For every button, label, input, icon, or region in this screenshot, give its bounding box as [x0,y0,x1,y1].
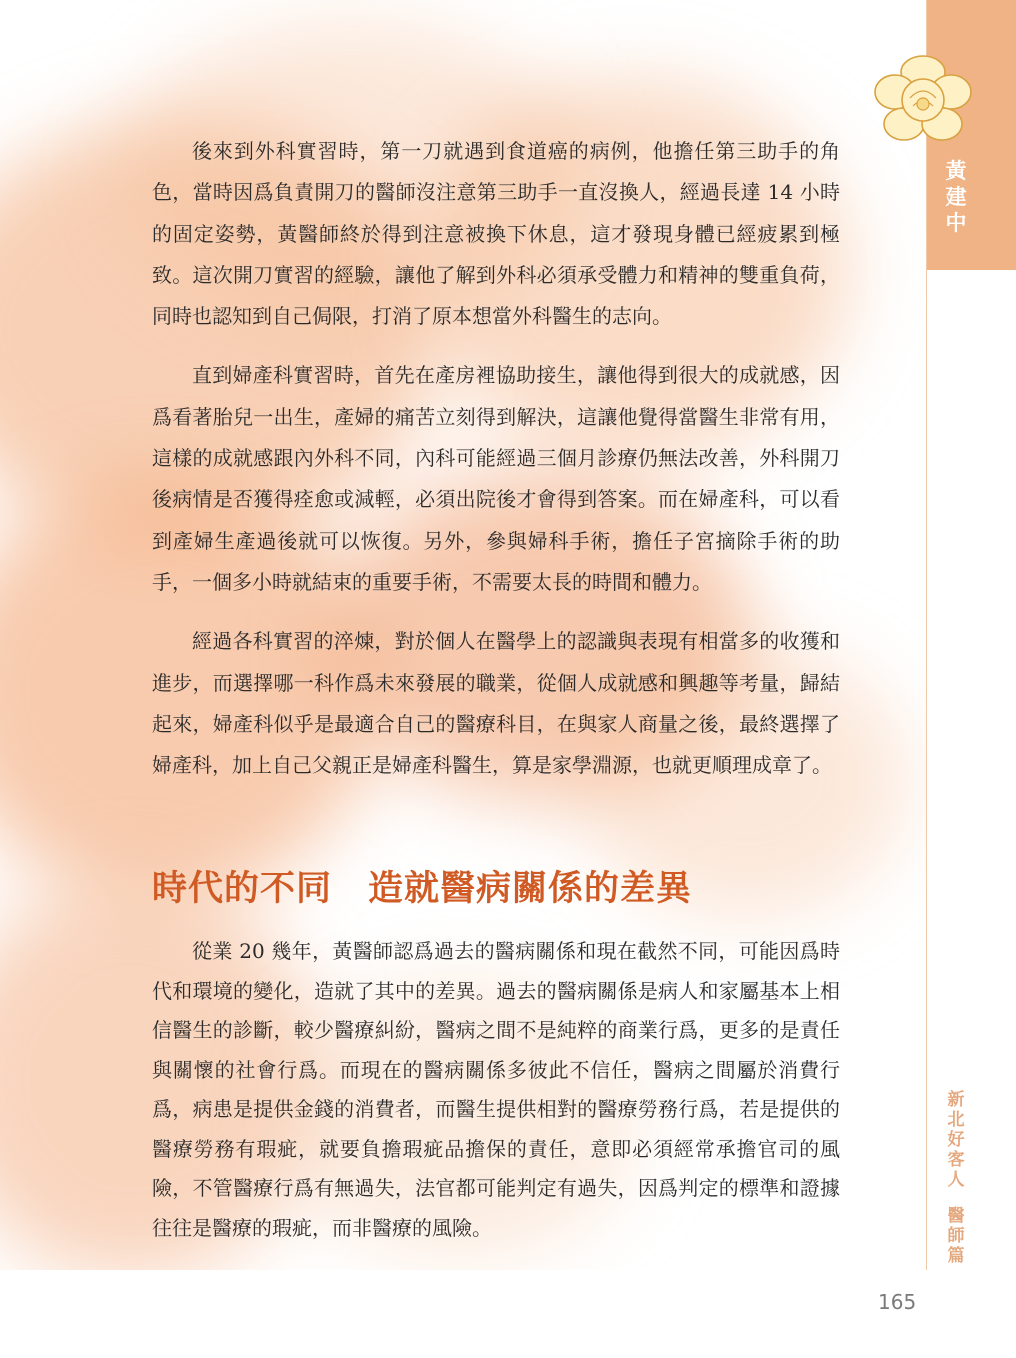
sidebar-series-subtitle: 醫師篇 [947,1206,965,1266]
page-number: 165 [878,1290,917,1314]
sidebar-person-name: 黃建中 [945,158,967,235]
paragraph: 後來到外科實習時，第一刀就遇到食道癌的病例，他擔任第三助手的角色，當時因爲負責開刀的醫師沒注意第三助手一直沒換人，經過長達 14 小時的固定姿勢，黃醫師終於得到注意被換下休息，這才發現身體已經疲累到極致。這次開刀實習的經驗，讓他了解到外科必須承受體力和精神的雙重負荷，同時也認知到自己侷限，打消了原本想當外科醫生的志向。 [152,139,840,329]
camellia-flower-icon [868,50,978,150]
paragraph: 從業 20 幾年，黃醫師認爲過去的醫病關係和現在截然不同，可能因爲時代和環境的變化，造就了其中的差異。過去的醫病關係是病人和家屬基本上相信醫生的診斷，較少醫療糾紛，醫病之間不是純粹的商業行爲，更多的是責任與關懷的社會行爲。而現在的醫病關係多彼此不信任，醫病之間屬於消費行爲，病患是提供金錢的消費者，而醫生提供相對的醫療勞務行爲，若是提供的醫療勞務有瑕疵，就要負擔瑕疵品擔保的責任，意即必須經常承擔官司的風險，不管醫療行爲有無過失，法官都可能判定有過失，因爲判定的標準和證據往往是醫療的瑕疵，而非醫療的風險。 [152,939,840,1240]
section-heading: 時代的不同 造就醫病關係的差異 [152,868,693,909]
section-body-text [152,932,840,1248]
paragraph: 直到婦產科實習時，首先在產房裡協助接生，讓他得到很大的成就感，因爲看著胎兒一出生，產婦的痛苦立刻得到解決，這讓他覺得當醫生非常有用，這樣的成就感跟內外科不同，內科可能經過三個月診療仍無法改善，外科開刀後病情是否獲得痊愈或減輕，必須出院後才會得到答案。而在婦產科，可以看到產婦生產過後就可以恢復。另外，參與婦科手術，擔任子宮摘除手術的助手，一個多小時就結束的重要手術，不需要太長的時間和體力。 [152,363,840,594]
body-text [152,131,840,804]
sidebar-series-title: 新北好客人 [947,1090,965,1190]
paragraph: 經過各科實習的淬煉，對於個人在醫學上的認識與表現有相當多的收獲和進步，而選擇哪一科作爲未來發展的職業，從個人成就感和興趣等考量，歸結起來，婦產科似乎是最適合自己的醫療科目，在與家人商量之後，最終選擇了婦產科，加上自己父親正是婦產科醫生，算是家學淵源，也就更順理成章了。 [152,629,840,778]
